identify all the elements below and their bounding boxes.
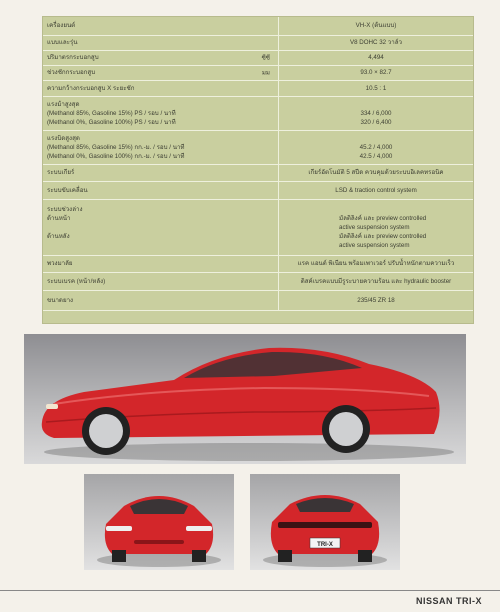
spec-value: 42.5 / 4,000 [359, 152, 393, 160]
spec-value: 320 / 6,400 [360, 118, 392, 126]
spec-unit: ซีซี [261, 54, 270, 61]
spec-row-compression [43, 80, 473, 96]
spec-value: VH-X (ต้นแบบ) [279, 17, 474, 35]
spec-label: ระบบเกียร์ [43, 164, 279, 181]
spec-value: 235/45 ZR 18 [279, 290, 474, 310]
spec-value: เกียร์อัตโนมัติ 5 สปีด ควบคุมด้วยระบบอิเลคทรอนิค [279, 164, 474, 181]
spec-row-transmission [43, 164, 473, 181]
spec-row-max-torque [43, 130, 473, 164]
spec-row-engine [43, 17, 473, 35]
car-rear-photo [250, 474, 400, 570]
spec-label: แบบและรุ่น [43, 35, 279, 50]
spec-value: มัลติลิงค์ และ preview controlled [339, 232, 427, 240]
spec-label: แรงบิดสูงสุด [47, 134, 80, 142]
spec-label: ระบบเบรค (หน้า/หลัง) [43, 272, 279, 290]
spec-table [43, 17, 473, 311]
spec-row-type [43, 35, 473, 50]
spec-table-panel [42, 16, 474, 324]
car-side-photo [24, 334, 466, 464]
spec-label: ขนาดยาง [43, 290, 279, 310]
spec-row-bore-stroke [43, 65, 473, 80]
spec-label: ด้านหน้า [47, 214, 71, 222]
spec-label: ปริมาตรกระบอกสูบ [47, 54, 99, 61]
spec-value: แรค แอนด์ พิเนียน พร้อมเพาเวอร์ ปรับน้ำหนักตามความเร็ว [279, 255, 474, 272]
spec-value: ดิสค์เบรคแบบมีรูระบายความร้อน และ hydraulic booster [279, 272, 474, 290]
spec-row-brakes [43, 272, 473, 290]
spec-value: 45.2 / 4,000 [359, 143, 393, 151]
spec-row-tires [43, 290, 473, 310]
spec-value: active suspension system [339, 241, 410, 249]
spec-value: 334 / 6,000 [360, 109, 392, 117]
spec-label: ระบบขับเคลื่อน [43, 181, 279, 199]
car-front-photo [84, 474, 234, 570]
license-plate-text: TRI-X [317, 542, 333, 548]
spec-label: (Methanol 0%, Gasoline 100%) PS / รอบ / นาที [47, 118, 176, 126]
spec-value [283, 134, 469, 143]
spec-label: (Methanol 85%, Gasoline 15%) PS / รอบ / นาที [47, 109, 176, 117]
spec-row-max-power [43, 96, 473, 130]
spec-row-steering [43, 255, 473, 272]
spec-value: V8 DOHC 32 วาล์ว [279, 35, 474, 50]
spec-label: พวงมาลัย [43, 255, 279, 272]
footer-title: NISSAN TRI-X [415, 596, 482, 606]
spec-unit: มม [261, 69, 270, 76]
car-rear-illustration [250, 474, 400, 570]
car-side-illustration [24, 334, 466, 464]
spec-label: แรงม้าสูงสุด [47, 100, 80, 108]
spec-label: ด้านหลัง [47, 232, 70, 240]
spec-value: 10.5 : 1 [279, 80, 474, 96]
spec-value: มัลติลิงค์ และ preview controlled [339, 214, 427, 222]
spec-label: (Methanol 85%, Gasoline 15%) กก.-ม. / รอบ / นาที [47, 143, 185, 151]
spec-value: LSD & traction control system [279, 181, 474, 199]
spec-row-displacement [43, 50, 473, 65]
car-front-illustration [84, 474, 234, 570]
spec-label: ความกว้างกระบอกสูบ X ระยะชัก [43, 80, 279, 96]
spec-value: 4,494 [279, 50, 474, 65]
spec-value [283, 100, 469, 109]
spec-row-suspension [43, 199, 473, 255]
footer-divider [0, 590, 500, 591]
spec-label: ช่วงชักกระบอกสูบ [47, 69, 96, 76]
spec-value: active suspension system [339, 223, 410, 231]
spec-row-drivetrain [43, 181, 473, 199]
spec-label: เครื่องยนต์ [43, 17, 279, 35]
spec-label: (Methanol 0%, Gasoline 100%) กก.-ม. / รอบ / นาที [47, 152, 185, 160]
spec-label: ระบบช่วงล่าง [47, 205, 83, 213]
spec-value: 93.0 × 82.7 [279, 65, 474, 80]
